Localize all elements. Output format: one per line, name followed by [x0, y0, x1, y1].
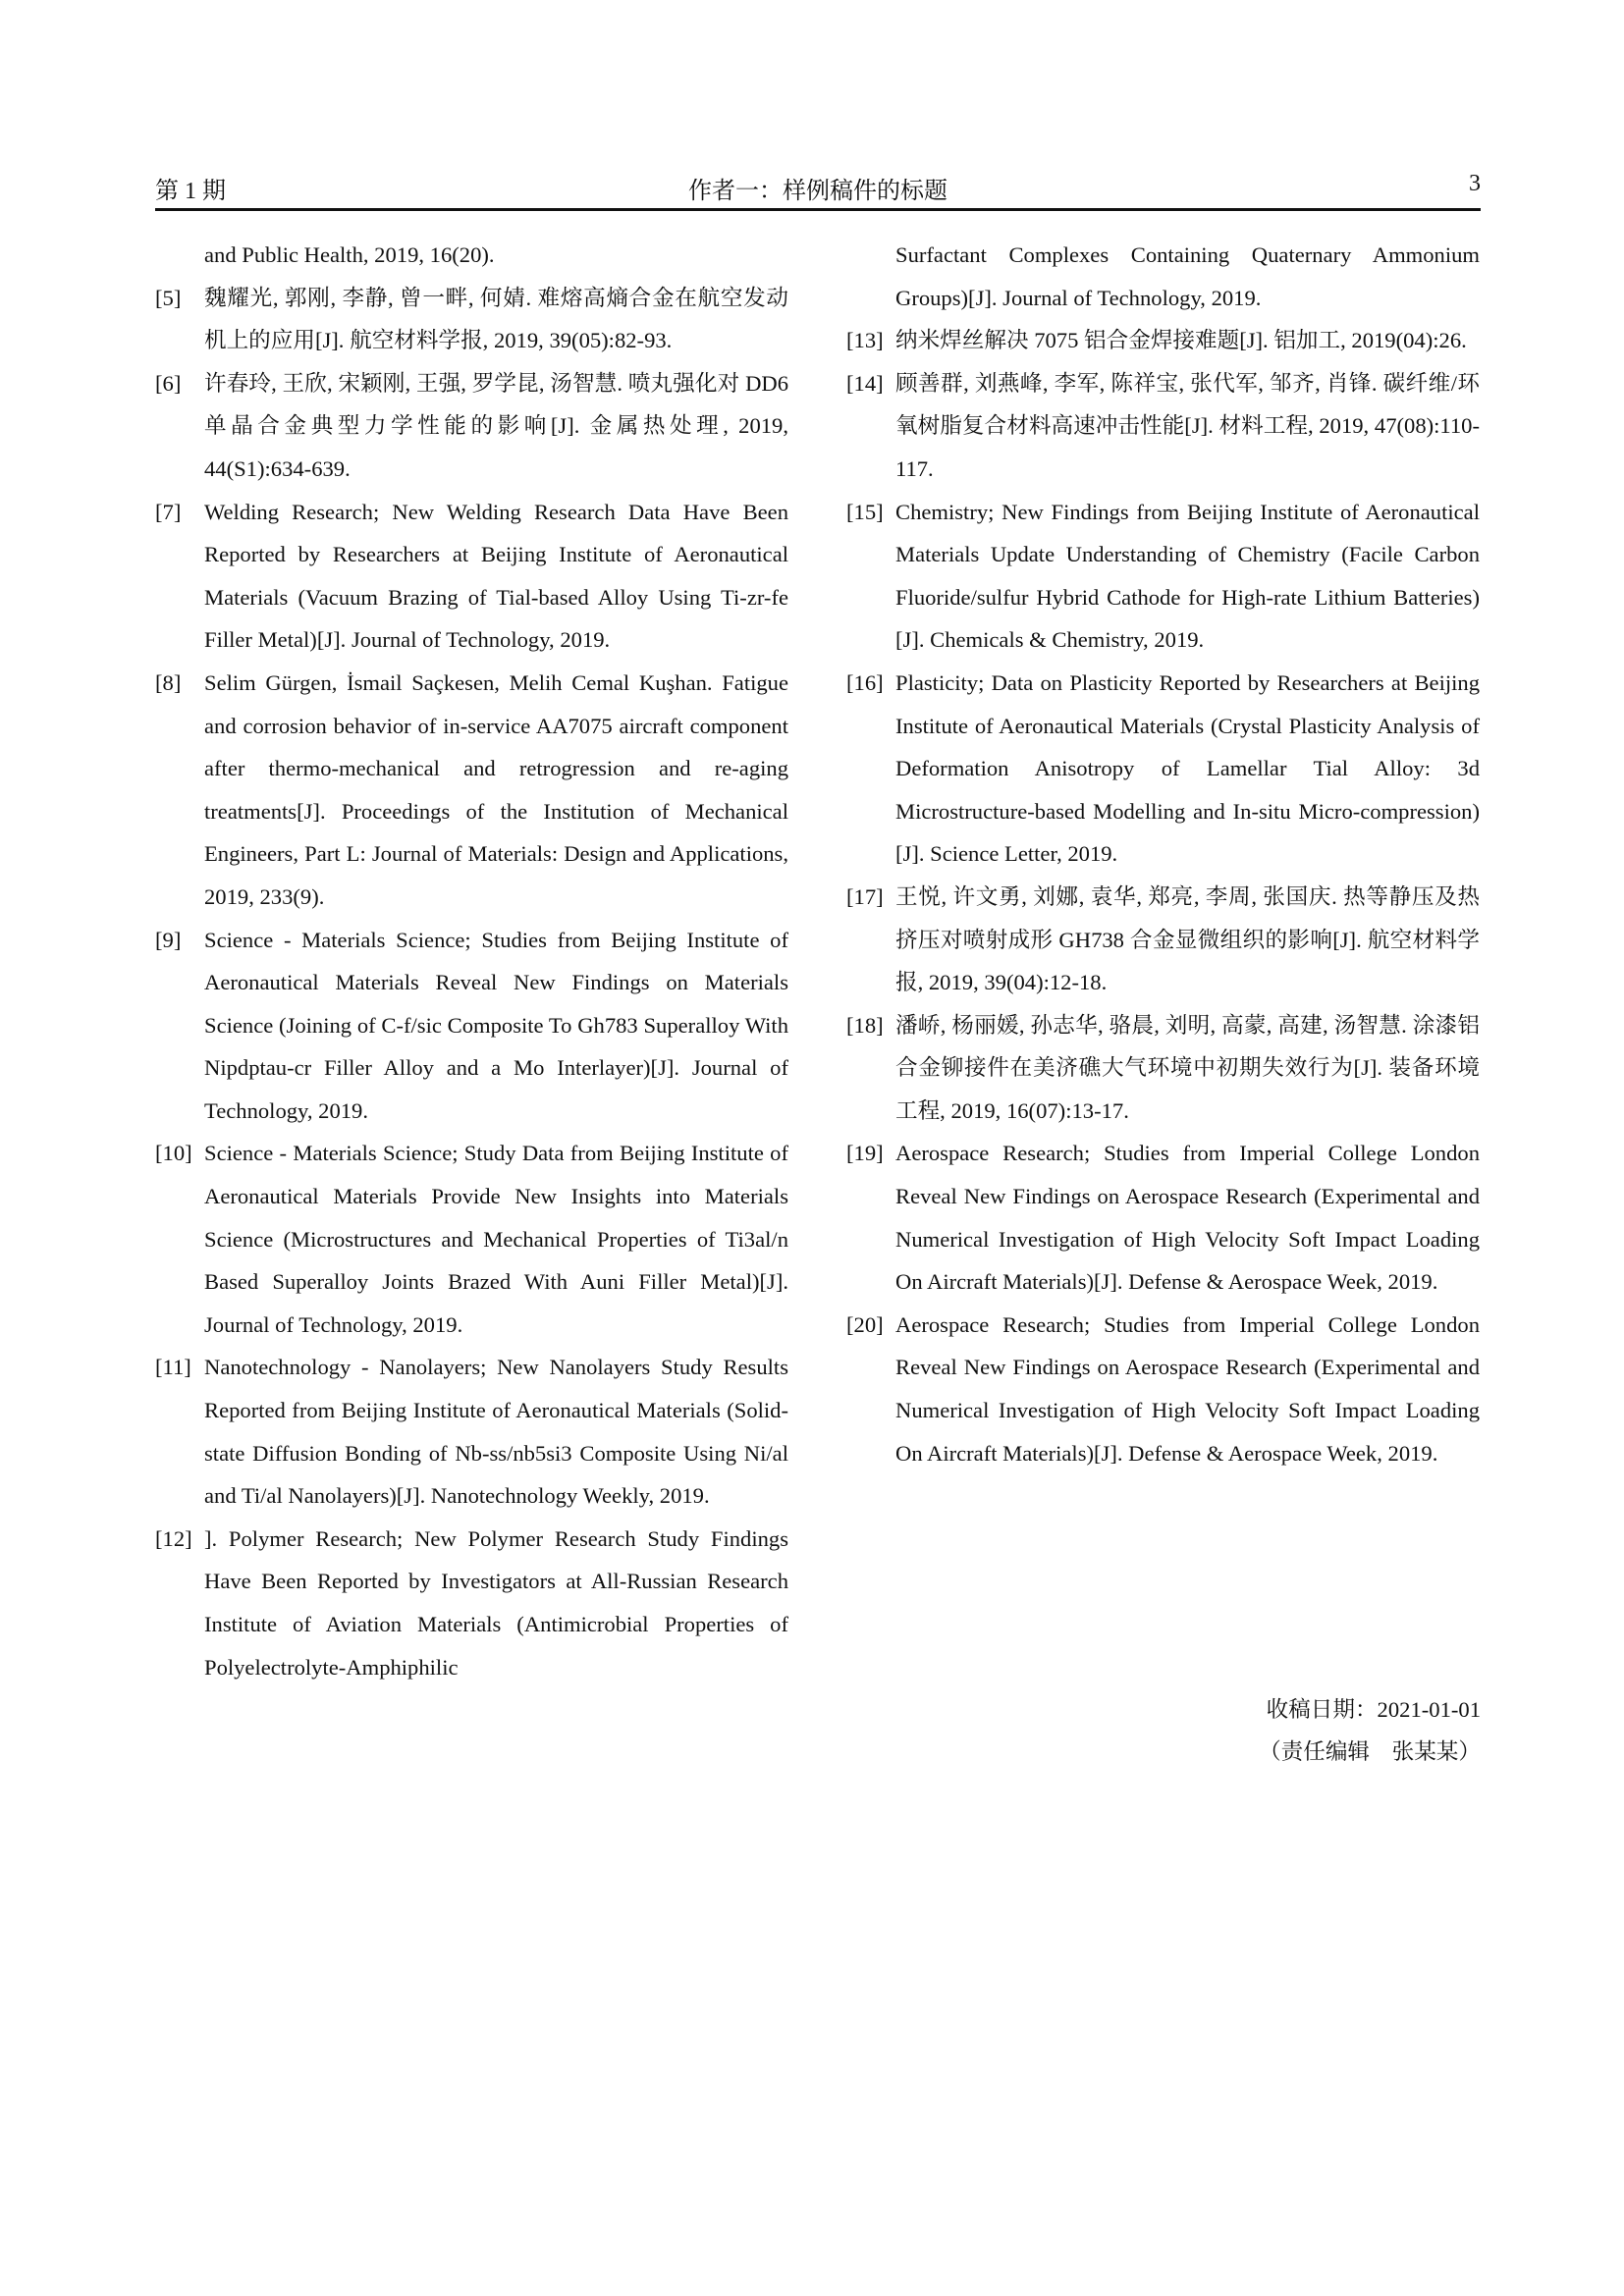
reference-number: [8]: [155, 669, 182, 695]
reference-text: Aerospace Research; Studies from Imperial College London Reveal New Findings on Aerospace Research (Experimental and Numerical Investigation of High Velocity Soft Impact Loading On Aircraft Materials)[J]. Defense & Aerospace Week, 2019.: [895, 1141, 1480, 1295]
reference-continuation: Surfactant Complexes Containing Quaternary Ammonium Groups)[J]. Journal of Technology, 2019.: [895, 242, 1480, 310]
page-number: 3: [1469, 171, 1481, 196]
reference-number: [13]: [846, 328, 884, 353]
reference-text: Selim Gürgen, İsmail Saçkesen, Melih Cemal Kuşhan. Fatigue and corrosion behavior of in-service AA7075 aircraft component after thermo-mechanical and retrogression and re-aging treatments[J]. Proceedings of the Institution of Mechanical Engineers, Part L: Journal of Materials: Design and Applications, 2019, 233(9).: [204, 669, 788, 909]
reference-number: [15]: [846, 499, 884, 524]
reference-text: Aerospace Research; Studies from Imperial College London Reveal New Findings on Aerospace Research (Experimental and Numerical Investigation of High Velocity Soft Impact Loading On Aircraft Materials)[J]. Defense & Aerospace Week, 2019.: [895, 1311, 1480, 1466]
reference-text: 许春玲, 王欣, 宋颖刚, 王强, 罗学昆, 汤智慧. 喷丸强化对 DD6 单晶合金典型力学性能的影响[J]. 金属热处理, 2019, 44(S1):634-639.: [204, 370, 788, 481]
reference-text: 纳米焊丝解决 7075 铝合金焊接难题[J]. 铝加工, 2019(04):26.: [895, 328, 1467, 353]
reference-item: [155, 662, 788, 919]
reference-number: [9]: [155, 927, 182, 952]
left-column: [155, 234, 788, 1688]
header-rule: [155, 208, 1481, 211]
reference-item: [155, 491, 788, 662]
reference-item: [846, 319, 1480, 362]
reference-number: [10]: [155, 1141, 192, 1166]
received-date: 收稿日期：2021-01-01: [1266, 1697, 1481, 1722]
article-footer: [1259, 1688, 1481, 1773]
reference-number: [11]: [155, 1355, 191, 1380]
reference-item: [155, 1518, 788, 1688]
reference-item: [846, 491, 1480, 662]
issue-label: 第 1 期: [155, 179, 226, 204]
reference-item: [155, 1132, 788, 1346]
reference-item: [846, 1132, 1480, 1303]
reference-item: [155, 1346, 788, 1517]
reference-text: 王悦, 许文勇, 刘娜, 袁华, 郑亮, 李周, 张国庆. 热等静压及热挤压对喷射成形 GH738 合金显微组织的影响[J]. 航空材料学报, 2019, 39(04):12-18.: [895, 883, 1480, 995]
reference-number: [6]: [155, 370, 182, 396]
reference-number: [20]: [846, 1311, 884, 1337]
running-title: 作者一：样例稿件的标题: [688, 179, 947, 204]
reference-number: [16]: [846, 669, 884, 695]
reference-number: [5]: [155, 285, 182, 310]
reference-item: [846, 1304, 1480, 1474]
reference-item: [155, 277, 788, 362]
reference-number: [18]: [846, 1012, 884, 1038]
running-header: [155, 167, 1481, 208]
reference-item: [846, 362, 1480, 491]
reference-number: [14]: [846, 370, 884, 396]
reference-number: [19]: [846, 1141, 884, 1166]
reference-number: [17]: [846, 883, 884, 909]
reference-item: [155, 362, 788, 491]
reference-text: 潘峤, 杨丽媛, 孙志华, 骆晨, 刘明, 高蒙, 高建, 汤智慧. 涂漆铝合金铆接件在美济礁大气环境中初期失效行为[J]. 装备环境工程, 2019, 16(07):13-17.: [895, 1012, 1480, 1123]
reference-text: ]. Polymer Research; New Polymer Research Study Findings Have Been Reported by Investigators at All-Russian Research Institute of Aviation Materials (Antimicrobial Properties of Polyelectrolyte-Amphiphilic: [204, 1525, 788, 1680]
reference-number: [12]: [155, 1525, 192, 1551]
reference-number: [7]: [155, 499, 182, 524]
reference-item: [846, 876, 1480, 1004]
editor-note: （责任编辑 张某某）: [1259, 1739, 1481, 1764]
reference-item: [846, 1004, 1480, 1133]
reference-text: Science - Materials Science; Study Data from Beijing Institute of Aeronautical Materials Provide New Insights into Materials Science (Microstructures and Mechanical Properties of Ti3al/n Based Superalloy Joints Brazed With Auni Filler Metal)[J]. Journal of Technology, 2019.: [204, 1141, 788, 1337]
reference-text: Science - Materials Science; Studies from Beijing Institute of Aeronautical Materials Reveal New Findings on Materials Science (Joining of C-f/sic Composite To Gh783 Superalloy With Nipdptau-cr Filler Alloy and a Mo Interlayer)[J]. Journal of Technology, 2019.: [204, 927, 788, 1123]
reference-text: 魏耀光, 郭刚, 李静, 曾一畔, 何婧. 难熔高熵合金在航空发动机上的应用[J]. 航空材料学报, 2019, 39(05):82-93.: [204, 285, 788, 353]
reference-text: 顾善群, 刘燕峰, 李军, 陈祥宝, 张代军, 邹齐, 肖锋. 碳纤维/环氧树脂复合材料高速冲击性能[J]. 材料工程, 2019, 47(08):110-117.: [895, 370, 1480, 481]
reference-text: Welding Research; New Welding Research Data Have Been Reported by Researchers at Beijing Institute of Aeronautical Materials (Vacuum Brazing of Tial-based Alloy Using Ti-zr-fe Filler Metal)[J]. Journal of Technology, 2019.: [204, 499, 788, 653]
reference-text: Plasticity; Data on Plasticity Reported by Researchers at Beijing Institute of Aeronautical Materials (Crystal Plasticity Analysis of Deformation Anisotropy of Lamellar Tial Alloy: 3d Microstructure-based Modelling and In-situ Micro-compression)[J]. Science Letter, 2019.: [895, 669, 1480, 867]
right-column: [846, 234, 1480, 1474]
reference-text: Chemistry; New Findings from Beijing Institute of Aeronautical Materials Update Understanding of Chemistry (Facile Carbon Fluoride/sulfur Hybrid Cathode for High-rate Lithium Batteries)[J]. Chemicals & Chemistry, 2019.: [895, 499, 1480, 653]
reference-continuation: and Public Health, 2019, 16(20).: [204, 242, 495, 267]
reference-text: Nanotechnology - Nanolayers; New Nanolayers Study Results Reported from Beijing Institute of Aeronautical Materials (Solid-state Diffusion Bonding of Nb-ss/nb5si3 Composite Using Ni/al and Ti/al Nanolayers)[J]. Nanotechnology Weekly, 2019.: [204, 1355, 788, 1509]
reference-item: [846, 662, 1480, 876]
reference-item: [155, 919, 788, 1133]
